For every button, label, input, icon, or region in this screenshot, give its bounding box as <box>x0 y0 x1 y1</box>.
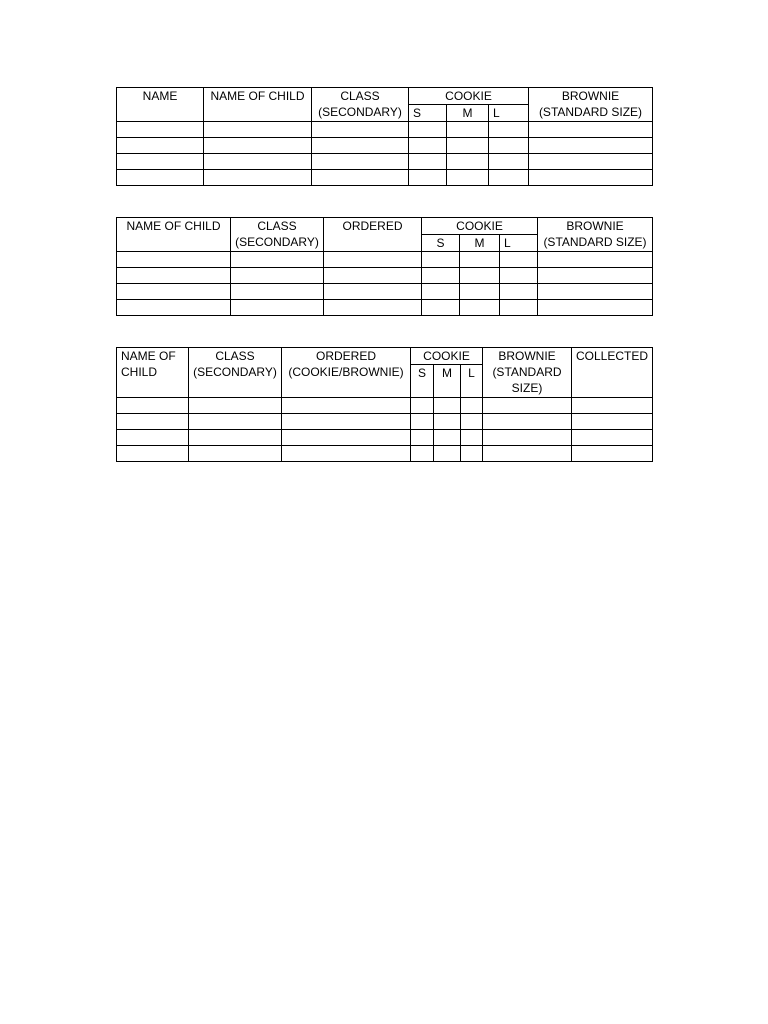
entry-cell[interactable] <box>572 430 653 446</box>
header-name: NAME <box>117 88 204 122</box>
entry-cell[interactable] <box>461 414 483 430</box>
entry-cell[interactable] <box>411 430 434 446</box>
entry-cell[interactable] <box>483 398 572 414</box>
table-row <box>117 122 653 138</box>
entry-cell[interactable] <box>117 138 204 154</box>
entry-cell[interactable] <box>447 170 489 186</box>
entry-cell[interactable] <box>117 398 189 414</box>
entry-cell[interactable] <box>411 414 434 430</box>
entry-cell[interactable] <box>189 398 282 414</box>
entry-cell[interactable] <box>529 154 653 170</box>
entry-cell[interactable] <box>460 284 500 300</box>
entry-cell[interactable] <box>231 268 324 284</box>
entry-cell[interactable] <box>324 284 422 300</box>
entry-cell[interactable] <box>117 122 204 138</box>
entry-cell[interactable] <box>204 154 312 170</box>
entry-cell[interactable] <box>409 122 447 138</box>
entry-cell[interactable] <box>422 268 460 284</box>
header-brownie: BROWNIE (STANDARD SIZE) <box>529 88 653 122</box>
header-cookie: COOKIE <box>409 88 529 105</box>
size-s: S <box>409 105 447 122</box>
header-brownie: BROWNIE (STANDARD SIZE) <box>538 218 653 252</box>
entry-cell[interactable] <box>282 430 411 446</box>
entry-cell[interactable] <box>538 300 653 316</box>
entry-cell[interactable] <box>117 446 189 462</box>
entry-cell[interactable] <box>572 414 653 430</box>
entry-cell[interactable] <box>489 122 529 138</box>
entry-cell[interactable] <box>204 122 312 138</box>
entry-cell[interactable] <box>461 398 483 414</box>
size-l: L <box>500 235 538 252</box>
entry-cell[interactable] <box>447 154 489 170</box>
entry-cell[interactable] <box>461 446 483 462</box>
order-table-1 <box>116 87 653 186</box>
order-table-2 <box>116 217 653 316</box>
header-row <box>117 218 653 235</box>
table-row <box>117 154 653 170</box>
header-row <box>117 88 653 105</box>
entry-cell[interactable] <box>434 414 461 430</box>
entry-cell[interactable] <box>117 300 231 316</box>
entry-cell[interactable] <box>231 284 324 300</box>
entry-cell[interactable] <box>500 284 538 300</box>
entry-cell[interactable] <box>282 398 411 414</box>
entry-cell[interactable] <box>117 284 231 300</box>
table-row <box>117 414 653 430</box>
header-ordered: ORDERED <box>324 218 422 252</box>
header-collected: COLLECTED <box>572 348 653 398</box>
entry-cell[interactable] <box>460 268 500 284</box>
entry-cell[interactable] <box>117 252 231 268</box>
table-row <box>117 300 653 316</box>
entry-cell[interactable] <box>189 430 282 446</box>
entry-cell[interactable] <box>324 252 422 268</box>
table-row <box>117 284 653 300</box>
entry-cell[interactable] <box>189 414 282 430</box>
size-l: L <box>489 105 529 122</box>
table-row <box>117 398 653 414</box>
entry-cell[interactable] <box>117 268 231 284</box>
entry-cell[interactable] <box>204 170 312 186</box>
table-row <box>117 268 653 284</box>
entry-cell[interactable] <box>231 252 324 268</box>
header-ordered: ORDERED (COOKIE/BROWNIE) <box>282 348 411 398</box>
entry-cell[interactable] <box>529 138 653 154</box>
entry-cell[interactable] <box>117 170 204 186</box>
entry-cell[interactable] <box>483 414 572 430</box>
header-class: CLASS (SECONDARY) <box>312 88 409 122</box>
size-m: M <box>460 235 500 252</box>
entry-cell[interactable] <box>538 268 653 284</box>
table-row <box>117 430 653 446</box>
header-class: CLASS (SECONDARY) <box>189 348 282 398</box>
entry-cell[interactable] <box>489 170 529 186</box>
size-m: M <box>434 365 461 398</box>
header-row <box>117 348 653 365</box>
entry-cell[interactable] <box>529 170 653 186</box>
entry-cell[interactable] <box>312 138 409 154</box>
entry-cell[interactable] <box>460 300 500 316</box>
order-table-3 <box>116 347 653 462</box>
entry-cell[interactable] <box>500 268 538 284</box>
entry-cell[interactable] <box>483 430 572 446</box>
entry-cell[interactable] <box>189 446 282 462</box>
entry-cell[interactable] <box>422 300 460 316</box>
header-cookie: COOKIE <box>422 218 538 235</box>
entry-cell[interactable] <box>422 284 460 300</box>
size-s: S <box>411 365 434 398</box>
entry-cell[interactable] <box>434 398 461 414</box>
entry-cell[interactable] <box>434 446 461 462</box>
entry-cell[interactable] <box>231 300 324 316</box>
size-l: L <box>461 365 483 398</box>
header-name-of-child: NAME OF CHILD <box>117 348 189 398</box>
size-m: M <box>447 105 489 122</box>
entry-cell[interactable] <box>117 414 189 430</box>
entry-cell[interactable] <box>500 300 538 316</box>
header-class: CLASS (SECONDARY) <box>231 218 324 252</box>
entry-cell[interactable] <box>538 252 653 268</box>
entry-cell[interactable] <box>489 138 529 154</box>
entry-cell[interactable] <box>572 446 653 462</box>
entry-cell[interactable] <box>572 398 653 414</box>
table-row <box>117 446 653 462</box>
entry-cell[interactable] <box>483 446 572 462</box>
entry-cell[interactable] <box>117 430 189 446</box>
entry-cell[interactable] <box>500 252 538 268</box>
entry-cell[interactable] <box>117 154 204 170</box>
entry-cell[interactable] <box>447 122 489 138</box>
header-name-of-child: NAME OF CHILD <box>204 88 312 122</box>
entry-cell[interactable] <box>411 446 434 462</box>
entry-cell[interactable] <box>538 284 653 300</box>
header-name-of-child: NAME OF CHILD <box>117 218 231 252</box>
entry-cell[interactable] <box>282 446 411 462</box>
entry-cell[interactable] <box>409 138 447 154</box>
entry-cell[interactable] <box>312 170 409 186</box>
entry-cell[interactable] <box>282 414 411 430</box>
size-s: S <box>422 235 460 252</box>
entry-cell[interactable] <box>411 398 434 414</box>
entry-cell[interactable] <box>460 252 500 268</box>
entry-cell[interactable] <box>324 300 422 316</box>
entry-cell[interactable] <box>204 138 312 154</box>
entry-cell[interactable] <box>489 154 529 170</box>
entry-cell[interactable] <box>409 154 447 170</box>
header-cookie: COOKIE <box>411 348 483 365</box>
table-row <box>117 170 653 186</box>
entry-cell[interactable] <box>461 430 483 446</box>
entry-cell[interactable] <box>312 122 409 138</box>
entry-cell[interactable] <box>324 268 422 284</box>
entry-cell[interactable] <box>447 138 489 154</box>
entry-cell[interactable] <box>434 430 461 446</box>
header-brownie: BROWNIE (STANDARD SIZE) <box>483 348 572 398</box>
table-row <box>117 252 653 268</box>
entry-cell[interactable] <box>312 154 409 170</box>
entry-cell[interactable] <box>422 252 460 268</box>
table-row <box>117 138 653 154</box>
entry-cell[interactable] <box>529 122 653 138</box>
entry-cell[interactable] <box>409 170 447 186</box>
